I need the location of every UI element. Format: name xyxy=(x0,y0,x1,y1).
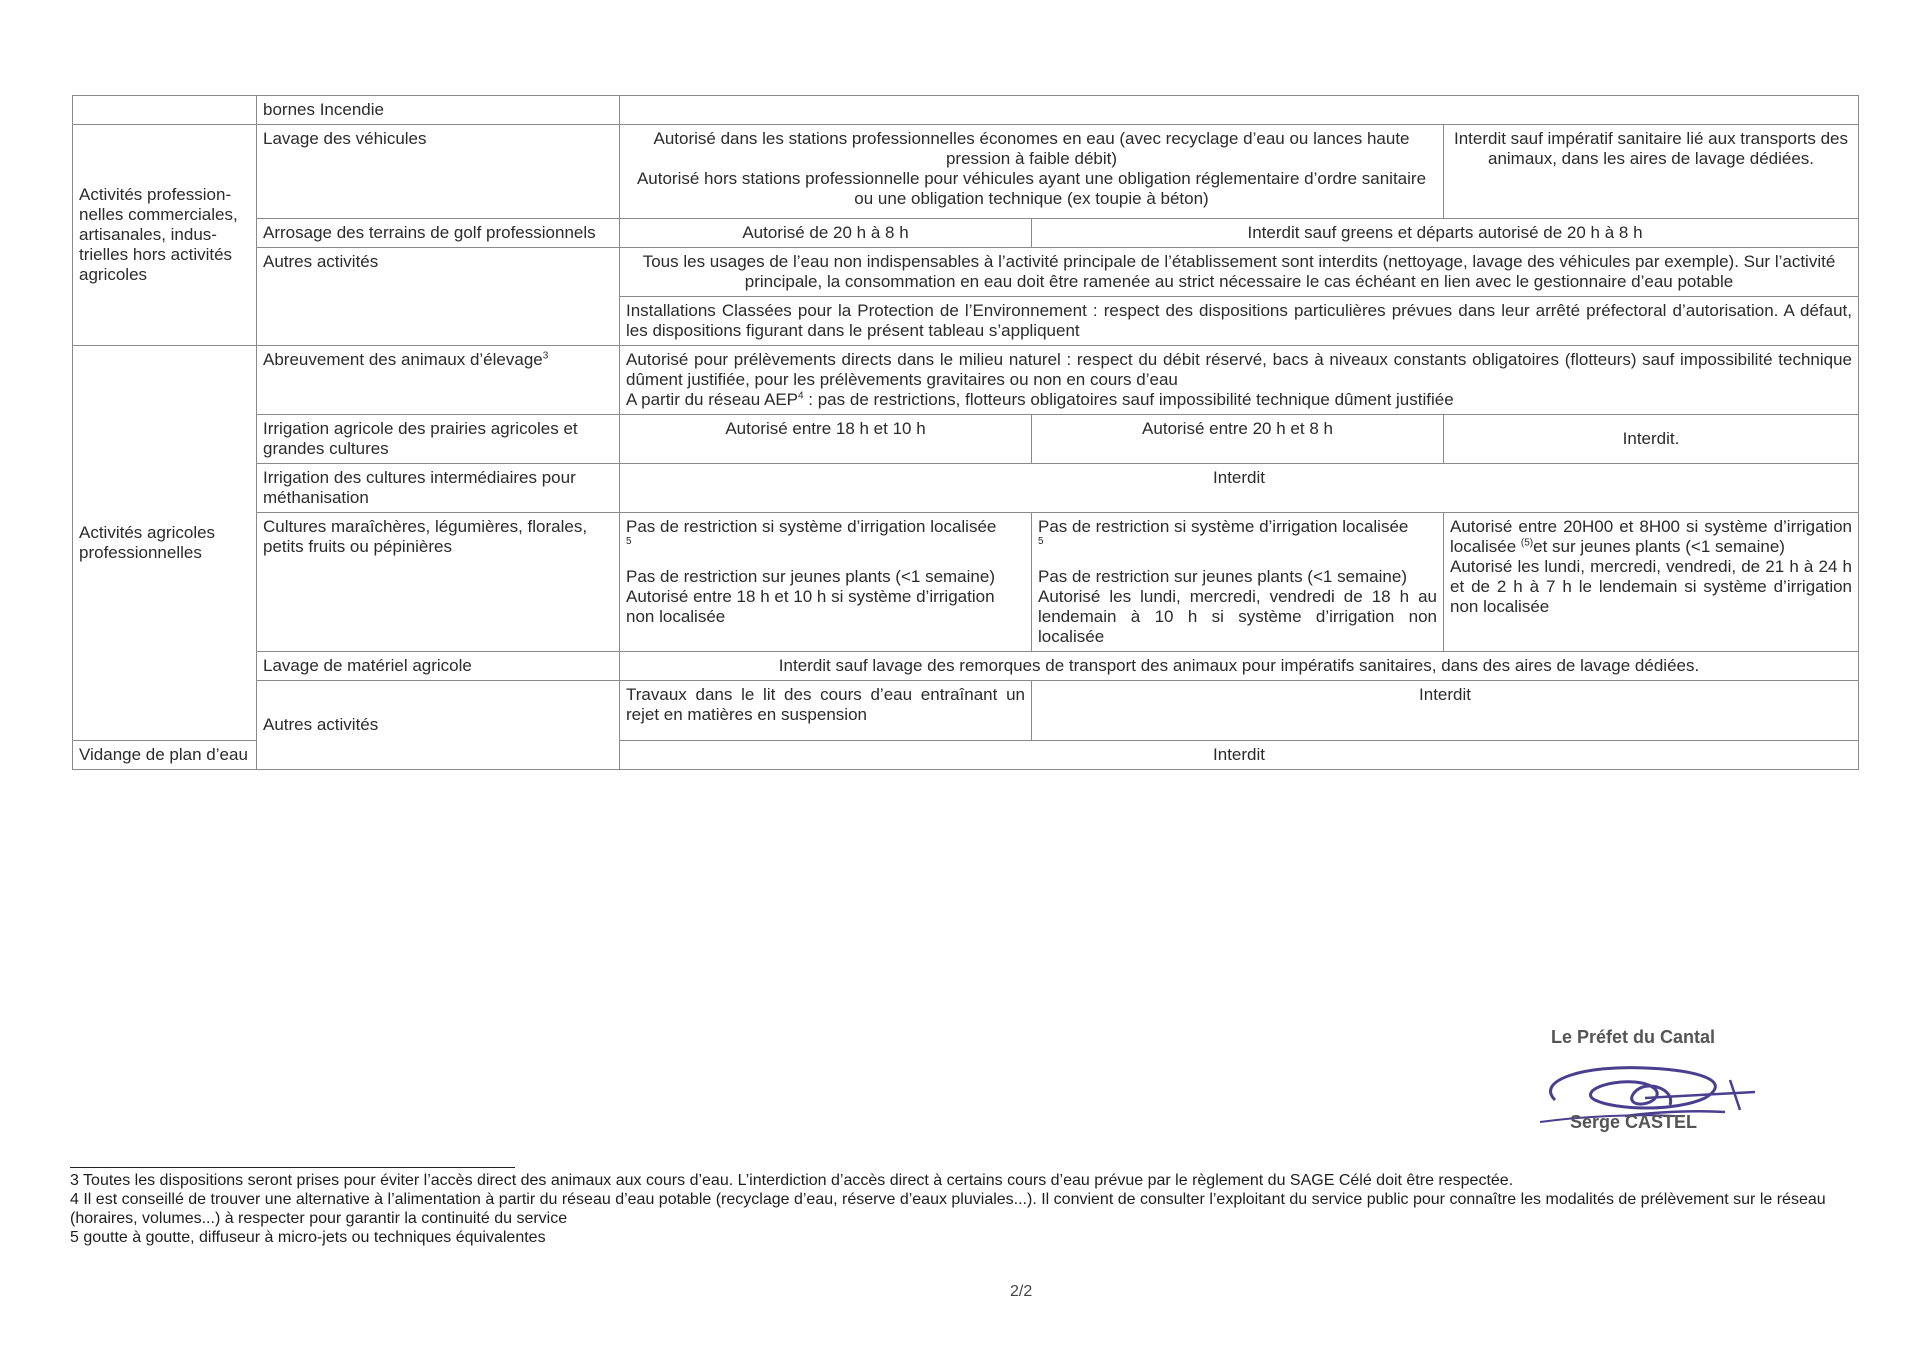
cultures-col-b-line1: Pas de restriction si système d’irrigation localisée xyxy=(1038,517,1409,536)
table-row-cultures xyxy=(73,513,1859,652)
footnotes xyxy=(70,1167,1854,1247)
table-row-travaux xyxy=(73,681,1859,741)
category-autres-activites: Autres activités xyxy=(257,681,620,770)
table-row-bornes xyxy=(73,96,1859,125)
lavage-vehicules-autorise-cell xyxy=(620,125,1444,219)
footnote-divider xyxy=(70,1167,515,1168)
usage-label: Irrigation agricole des prairies agricoles et grandes cultures xyxy=(257,415,620,464)
abreuvement-line2 xyxy=(626,390,1852,410)
signature-block xyxy=(1525,1020,1785,1150)
prefet-name: Serge CASTEL xyxy=(1570,1112,1698,1132)
usage-label: Arrosage des terrains de golf professionnels xyxy=(257,219,620,248)
usage-label: Irrigation des cultures intermédiaires pour méthanisation xyxy=(257,464,620,513)
vidange-value: Interdit xyxy=(620,741,1859,770)
golf-col-bc: Interdit sauf greens et départs autorisé de 20 h à 8 h xyxy=(1032,219,1859,248)
irrigation-prairies-col-c: Interdit. xyxy=(1444,415,1859,464)
category-activites-professionnelles: Activités profession-nelles commerciales, artisanales, indus-trielles hors activités agricoles xyxy=(73,125,257,346)
usage-label: Lavage de matériel agricole xyxy=(257,652,620,681)
abreuvement-aep-rest: : pas de restrictions, flotteurs obligatoires sauf impossibilité technique dûment justifiée xyxy=(803,390,1454,409)
footnote-5: 5 goutte à goutte, diffuseur à micro-jets ou techniques équivalentes xyxy=(70,1229,546,1246)
usage-label: Autres activités xyxy=(257,248,620,346)
restrictions-table xyxy=(72,95,1859,770)
cultures-col-b-line3: Autorisé les lundi, mercredi, vendredi de 18 h au lendemain à 10 h si système d’irrigation non localisée xyxy=(1038,587,1437,646)
prefet-title: Le Préfet du Cantal xyxy=(1551,1027,1716,1047)
footnote-ref: 5 xyxy=(626,536,632,547)
cultures-col-c-line1 xyxy=(1450,517,1852,557)
table-row-golf xyxy=(73,219,1859,248)
category-activites-agricoles: Activités agricoles professionnelles xyxy=(73,346,257,741)
irrigation-prairies-col-b: Autorisé entre 20 h et 8 h xyxy=(1032,415,1444,464)
page-number: 2/2 xyxy=(1010,1283,1033,1300)
abreuvement-value-cell xyxy=(620,346,1859,415)
autres-activites-icpe-cell: Installations Classées pour la Protection de l’Environnement : respect des dispositions particulières prévues dans leur arrêté préfectoral d’autorisation. A défaut, les dispositions figurant dans le présent tableau s’appliquent xyxy=(620,297,1859,346)
cultures-col-b xyxy=(1032,513,1444,652)
golf-col-a: Autorisé de 20 h à 8 h xyxy=(620,219,1032,248)
footnote-ref: 4 xyxy=(798,390,804,402)
table-row-autres-activites xyxy=(73,248,1859,297)
table-row-irrigation-methanisation xyxy=(73,464,1859,513)
irrigation-methanisation-value: Interdit xyxy=(620,464,1859,513)
cultures-col-c-line1-pre: Autorisé entre 20H00 et 8H00 si système d’irrigation localisée xyxy=(1450,517,1853,556)
lavage-vehicules-interdit-cell: Interdit sauf impératif sanitaire lié aux transports des animaux, dans les aires de lavage dédiées. xyxy=(1444,125,1859,219)
usage-label: Travaux dans le lit des cours d’eau entraînant un rejet en matières en suspension xyxy=(620,681,1032,741)
cultures-col-c-line2: Autorisé les lundi, mercredi, vendredi, de 21 h à 24 h et de 2 h à 7 h le lendemain si système d’irrigation non localisée xyxy=(1450,557,1853,616)
cultures-col-b-line2: Pas de restriction sur jeunes plants (<1 semaine) xyxy=(1038,567,1407,586)
usage-label: bornes Incendie xyxy=(257,96,620,125)
bornes-value-cell xyxy=(620,96,1859,125)
footnote-ref: 5 xyxy=(1038,536,1044,547)
abreuvement-line1: Autorisé pour prélèvements directs dans le milieu naturel : respect du débit réservé, bacs à niveaux constants obligatoires (flotteurs) sauf impossibilité technique dûment justifiée, pour les prélèvements gravitaires ou non en cours d’eau xyxy=(626,350,1853,389)
irrigation-prairies-col-a: Autorisé entre 18 h et 10 h xyxy=(620,415,1032,464)
lavage-vehicules-line1: Autorisé dans les stations professionnelles économes en eau (avec recyclage d’eau ou lances haute pression à faible débit) xyxy=(653,129,1410,168)
travaux-value: Interdit xyxy=(1032,681,1859,741)
cultures-col-a-line1: Pas de restriction si système d’irrigation localisée xyxy=(626,517,997,536)
abreuvement-aep: A partir du réseau AEP xyxy=(626,390,798,409)
usage-label: Abreuvement des animaux d’élevage xyxy=(263,350,543,369)
autres-activites-usages-cell: Tous les usages de l’eau non indispensables à l’activité principale de l’établissement sont interdits (nettoyage, lavage des véhicules par exemple). Sur l’activité principale, la consommation en eau doit être ramenée au strict nécessaire le cas échéant en lien avec le gestionnaire d’eau potable xyxy=(620,248,1859,297)
footnote-4: 4 Il est conseillé de trouver une alternative à l’alimentation à partir du réseau d’eau potable (recyclage d’eau, réserve d’eaux pluviales...). Il convient de consulter l’exploitant du service public pour connaître les modalités de prélèvement sur le réseau (horaires, volumes...) à respecter pour garantir la continuité du service xyxy=(70,1191,1826,1227)
footnote-ref: (5) xyxy=(1520,537,1534,549)
cultures-col-a-line2: Pas de restriction sur jeunes plants (<1 semaine) xyxy=(626,567,995,586)
usage-label: Vidange de plan d’eau xyxy=(73,741,257,770)
category-cell-empty xyxy=(73,96,257,125)
cultures-col-a-line3: Autorisé entre 18 h et 10 h si système d’irrigation non localisée xyxy=(626,587,995,626)
footnote-ref: 3 xyxy=(542,350,549,362)
table-row-lavage-materiel xyxy=(73,652,1859,681)
usage-label: Cultures maraîchères, légumières, florales, petits fruits ou pépinières xyxy=(257,513,620,652)
usage-label: Lavage des véhicules xyxy=(257,125,620,219)
cultures-col-a xyxy=(620,513,1032,652)
footnote-3: 3 Toutes les dispositions seront prises pour éviter l’accès direct des animaux aux cours d’eau. L’interdiction d’accès direct à certains cours d’eau prévue par le règlement du SAGE Célé doit être respectée. xyxy=(70,1172,1514,1189)
table-row-irrigation-prairies xyxy=(73,415,1859,464)
cultures-col-c xyxy=(1444,513,1859,652)
restrictions-table-wrapper xyxy=(72,95,1858,770)
cultures-col-c-line1-post: et sur jeunes plants (<1 semaine) xyxy=(1533,537,1785,556)
lavage-vehicules-line2: Autorisé hors stations professionnelle pour véhicules ayant une obligation réglementaire d’ordre sanitaire ou une obligation technique (ex toupie à béton) xyxy=(636,169,1427,208)
table-row-lavage-vehicules xyxy=(73,125,1859,219)
table-row-abreuvement xyxy=(73,346,1859,415)
usage-label-abreuvement xyxy=(257,346,620,415)
lavage-materiel-value: Interdit sauf lavage des remorques de transport des animaux pour impératifs sanitaires, dans des aires de lavage dédiées. xyxy=(620,652,1859,681)
